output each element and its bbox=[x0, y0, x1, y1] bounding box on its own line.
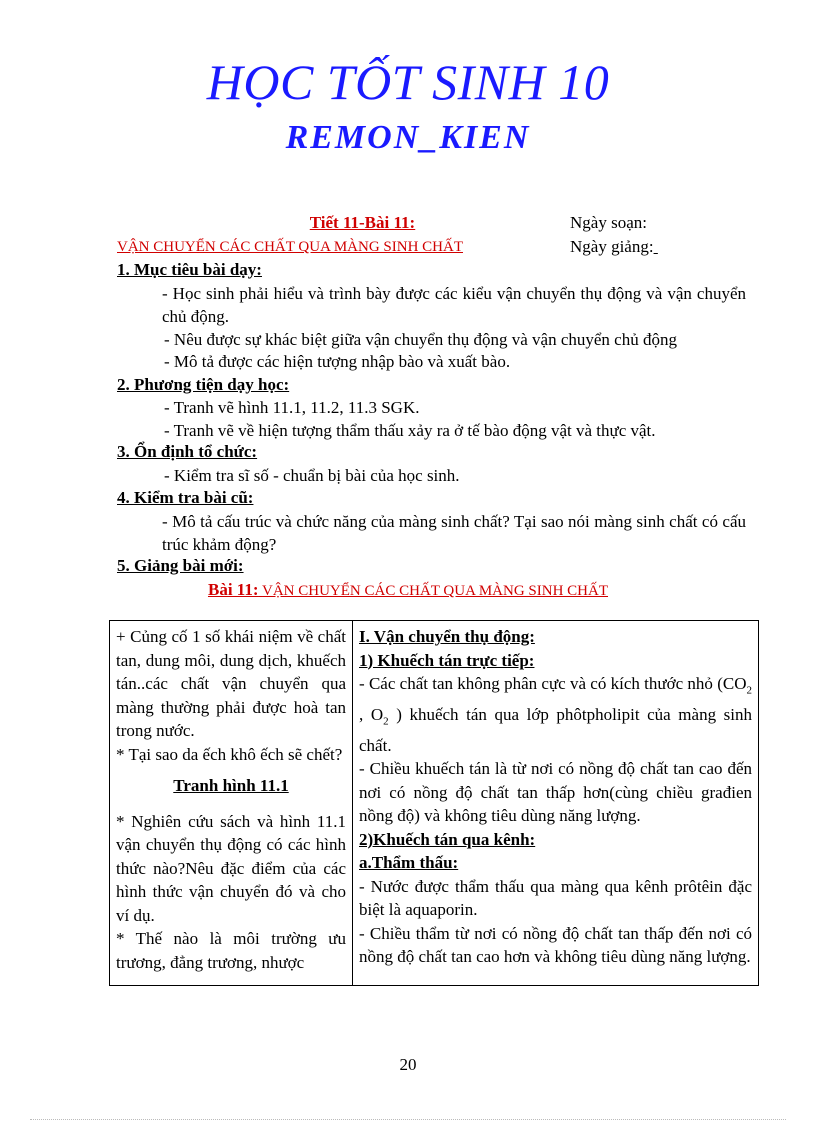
new-lesson-name: VẬN CHUYỂN CÁC CHẤT QUA MÀNG SINH CHẤT bbox=[262, 583, 609, 599]
new-lesson-prefix: Bài 11: bbox=[207, 580, 259, 599]
section-1-title: 1. Mục tiêu bài dạy: bbox=[117, 260, 262, 279]
content-subheading: 2)Khuếch tán qua kênh: bbox=[359, 829, 536, 849]
section-4-item: - Mô tả cấu trúc và chức năng của màng sinh chất? Tại sao nói màng sinh chất có cấu trúc khảm động? bbox=[162, 512, 746, 554]
content-subheading: a.Thẩm thấu: bbox=[359, 853, 459, 873]
content-paragraph: - Chiều thẩm từ nơi có nồng độ chất tan thấp đến nơi có nồng độ chất tan cao hơn và không tiêu dùng năng lượng. bbox=[359, 923, 752, 967]
prep-date-label: Ngày soạn: bbox=[570, 213, 647, 232]
document-title: HỌC TỐT SINH 10 bbox=[206, 54, 610, 110]
section-5-title: 5. Giảng bài mới: bbox=[117, 556, 244, 575]
teacher-activity-column bbox=[110, 621, 353, 986]
teach-date-label: Ngày giảng: bbox=[570, 237, 654, 256]
section-3-title: 3. Ổn định tổ chức: bbox=[117, 442, 258, 461]
left-paragraph: * Tại sao da ếch khô ếch sẽ chết? bbox=[116, 744, 343, 764]
lesson-table bbox=[109, 620, 759, 986]
left-paragraph: * Nghiên cứu sách và hình 11.1 vận chuyển thụ động có các hình thức nào?Nêu đặc điểm của các hình thức vận chuyển đó và cho ví dụ. bbox=[116, 811, 346, 925]
section-2-item: - Tranh vẽ hình 11.1, 11.2, 11.3 SGK. bbox=[164, 398, 420, 417]
left-paragraph: + Củng cố 1 số khái niệm về chất tan, dung môi, dung dịch, khuếch tán..các chất vận chuyển qua màng thường phải được hoà tan trong nước. bbox=[116, 627, 346, 740]
document-subtitle: REMON_KIEN bbox=[285, 119, 531, 156]
page-number: 20 bbox=[399, 1055, 417, 1074]
section-3-item: - Kiểm tra sĩ số - chuẩn bị bài của học sinh. bbox=[164, 466, 460, 485]
section-1-item: - Học sinh phải hiểu và trình bày được các kiểu vận chuyển thụ động và vận chuyển chủ động. bbox=[162, 284, 746, 326]
picture-reference: Tranh hình 11.1 bbox=[173, 776, 289, 795]
lesson-name: VẬN CHUYỂN CÁC CHẤT QUA MÀNG SINH CHẤT bbox=[117, 239, 463, 255]
section-2-item: - Tranh vẽ về hiện tượng thẩm thấu xảy ra ở tế bào động vật và thực vật. bbox=[164, 421, 656, 440]
content-paragraph: - Nước được thẩm thấu qua màng qua kênh prôtêin đặc biệt là aquaporin. bbox=[359, 876, 752, 920]
content-paragraph: - Chiều khuếch tán là từ nơi có nồng độ chất tan cao đến nơi có nồng độ chất tan thấp hơn(cùng chiều građien nồng độ) và không tiêu dùng năng lượng. bbox=[359, 759, 752, 826]
footer-divider bbox=[30, 1119, 786, 1120]
content-paragraph: - Các chất tan không phân cực và có kích thước nhỏ ($CO_2$ , $O_2$ ) khuếch tán qua lớp phôtpholipit của màng sinh chất. bbox=[359, 674, 753, 755]
section-4-title: 4. Kiểm tra bài cũ: bbox=[117, 488, 254, 507]
content-column bbox=[353, 621, 759, 986]
section-1-item: - Nêu được sự khác biệt giữa vận chuyển thụ động và vận chuyển chủ động bbox=[164, 330, 677, 349]
content-subheading: 1) Khuếch tán trực tiếp: bbox=[359, 650, 535, 670]
section-2-title: 2. Phương tiện dạy học: bbox=[117, 375, 290, 394]
section-1-item: - Mô tả được các hiện tượng nhập bào và xuất bào. bbox=[164, 352, 511, 371]
new-lesson-title bbox=[0, 580, 816, 601]
content-heading: I. Vận chuyển thụ động: bbox=[359, 627, 535, 646]
lesson-number: Tiết 11-Bài 11: bbox=[309, 213, 416, 232]
left-paragraph: * Thế nào là môi trường ưu trương, đẳng trương, nhược bbox=[116, 929, 346, 972]
